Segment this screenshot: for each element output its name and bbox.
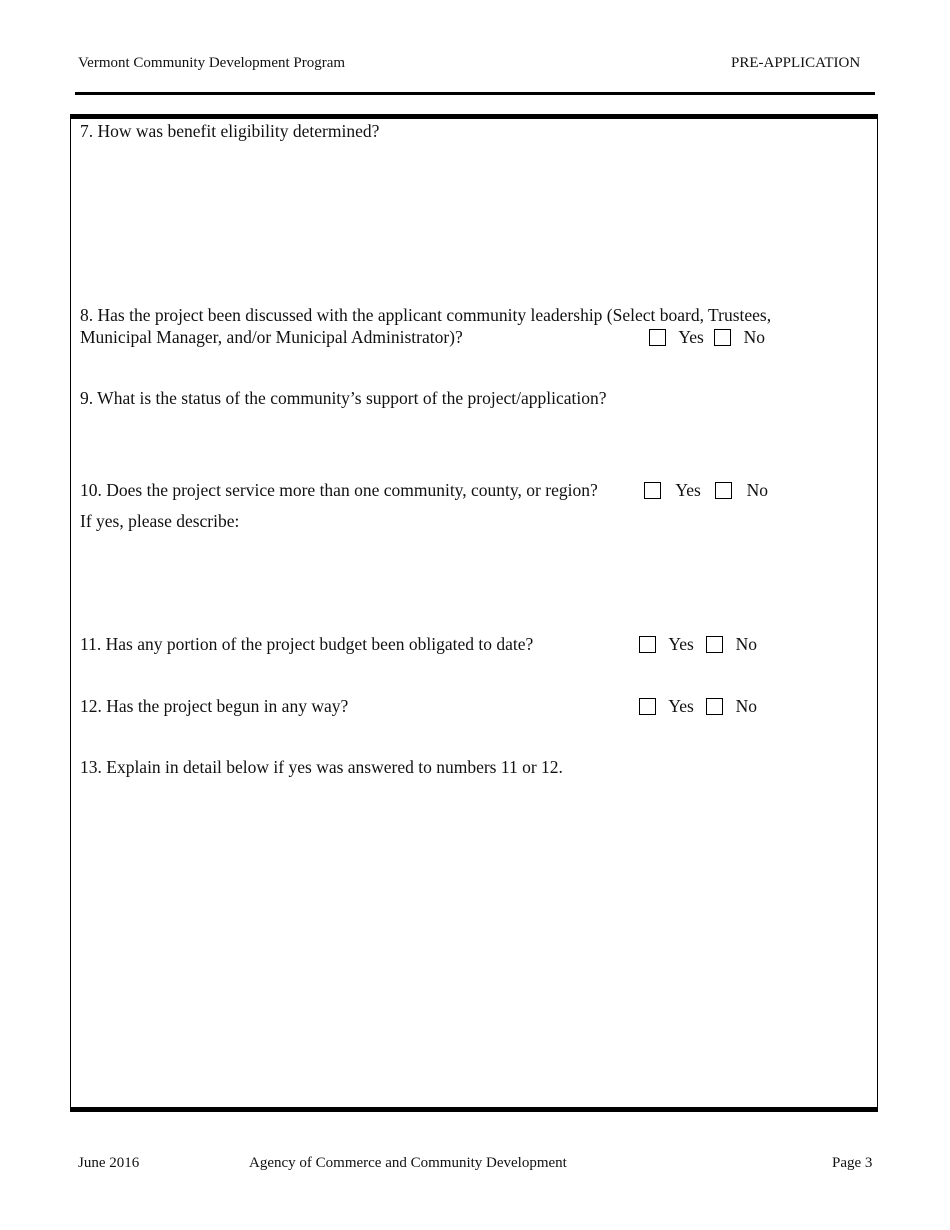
- q8-yes-label: Yes: [678, 327, 704, 347]
- question-10-options: [644, 480, 768, 501]
- question-10-followup: If yes, please describe:: [80, 511, 240, 531]
- question-8-options: [649, 327, 765, 348]
- question-12-options: [639, 696, 757, 717]
- question-9: 9. What is the status of the community’s support of the project/application?: [80, 388, 607, 408]
- q10-no-checkbox[interactable]: [715, 482, 732, 499]
- q12-yes-checkbox[interactable]: [639, 698, 656, 715]
- q11-no-label: No: [735, 634, 757, 654]
- q12-yes-label: Yes: [668, 696, 694, 716]
- header-divider: [75, 92, 875, 95]
- footer-agency: Agency of Commerce and Community Development: [249, 1155, 567, 1171]
- question-7: 7. How was benefit eligibility determined?: [80, 121, 380, 141]
- footer-date: June 2016: [78, 1155, 140, 1171]
- q11-no-checkbox[interactable]: [706, 636, 723, 653]
- q12-no-label: No: [735, 696, 757, 716]
- question-8-line1: 8. Has the project been discussed with the applicant community leadership (Select board, Trustees,: [80, 305, 772, 325]
- q8-no-checkbox[interactable]: [714, 329, 731, 346]
- footer-page-number: Page 3: [832, 1155, 873, 1171]
- q10-no-label: No: [746, 480, 768, 500]
- question-12: 12. Has the project begun in any way?: [80, 696, 349, 716]
- q12-no-checkbox[interactable]: [706, 698, 723, 715]
- q8-yes-checkbox[interactable]: [649, 329, 666, 346]
- header-program-title: Vermont Community Development Program: [78, 55, 346, 71]
- q10-yes-checkbox[interactable]: [644, 482, 661, 499]
- q11-yes-checkbox[interactable]: [639, 636, 656, 653]
- q11-yes-label: Yes: [668, 634, 694, 654]
- question-11-options: [639, 634, 757, 655]
- form-box: [70, 114, 878, 1112]
- question-11: 11. Has any portion of the project budget been obligated to date?: [80, 634, 534, 654]
- q8-no-label: No: [743, 327, 765, 347]
- q10-yes-label: Yes: [675, 480, 701, 500]
- question-8-line2: Municipal Manager, and/or Municipal Administrator)?: [80, 327, 463, 347]
- header-form-type: PRE-APPLICATION: [731, 55, 861, 71]
- question-10: 10. Does the project service more than one community, county, or region?: [80, 480, 598, 500]
- question-13: 13. Explain in detail below if yes was answered to numbers 11 or 12.: [80, 757, 563, 777]
